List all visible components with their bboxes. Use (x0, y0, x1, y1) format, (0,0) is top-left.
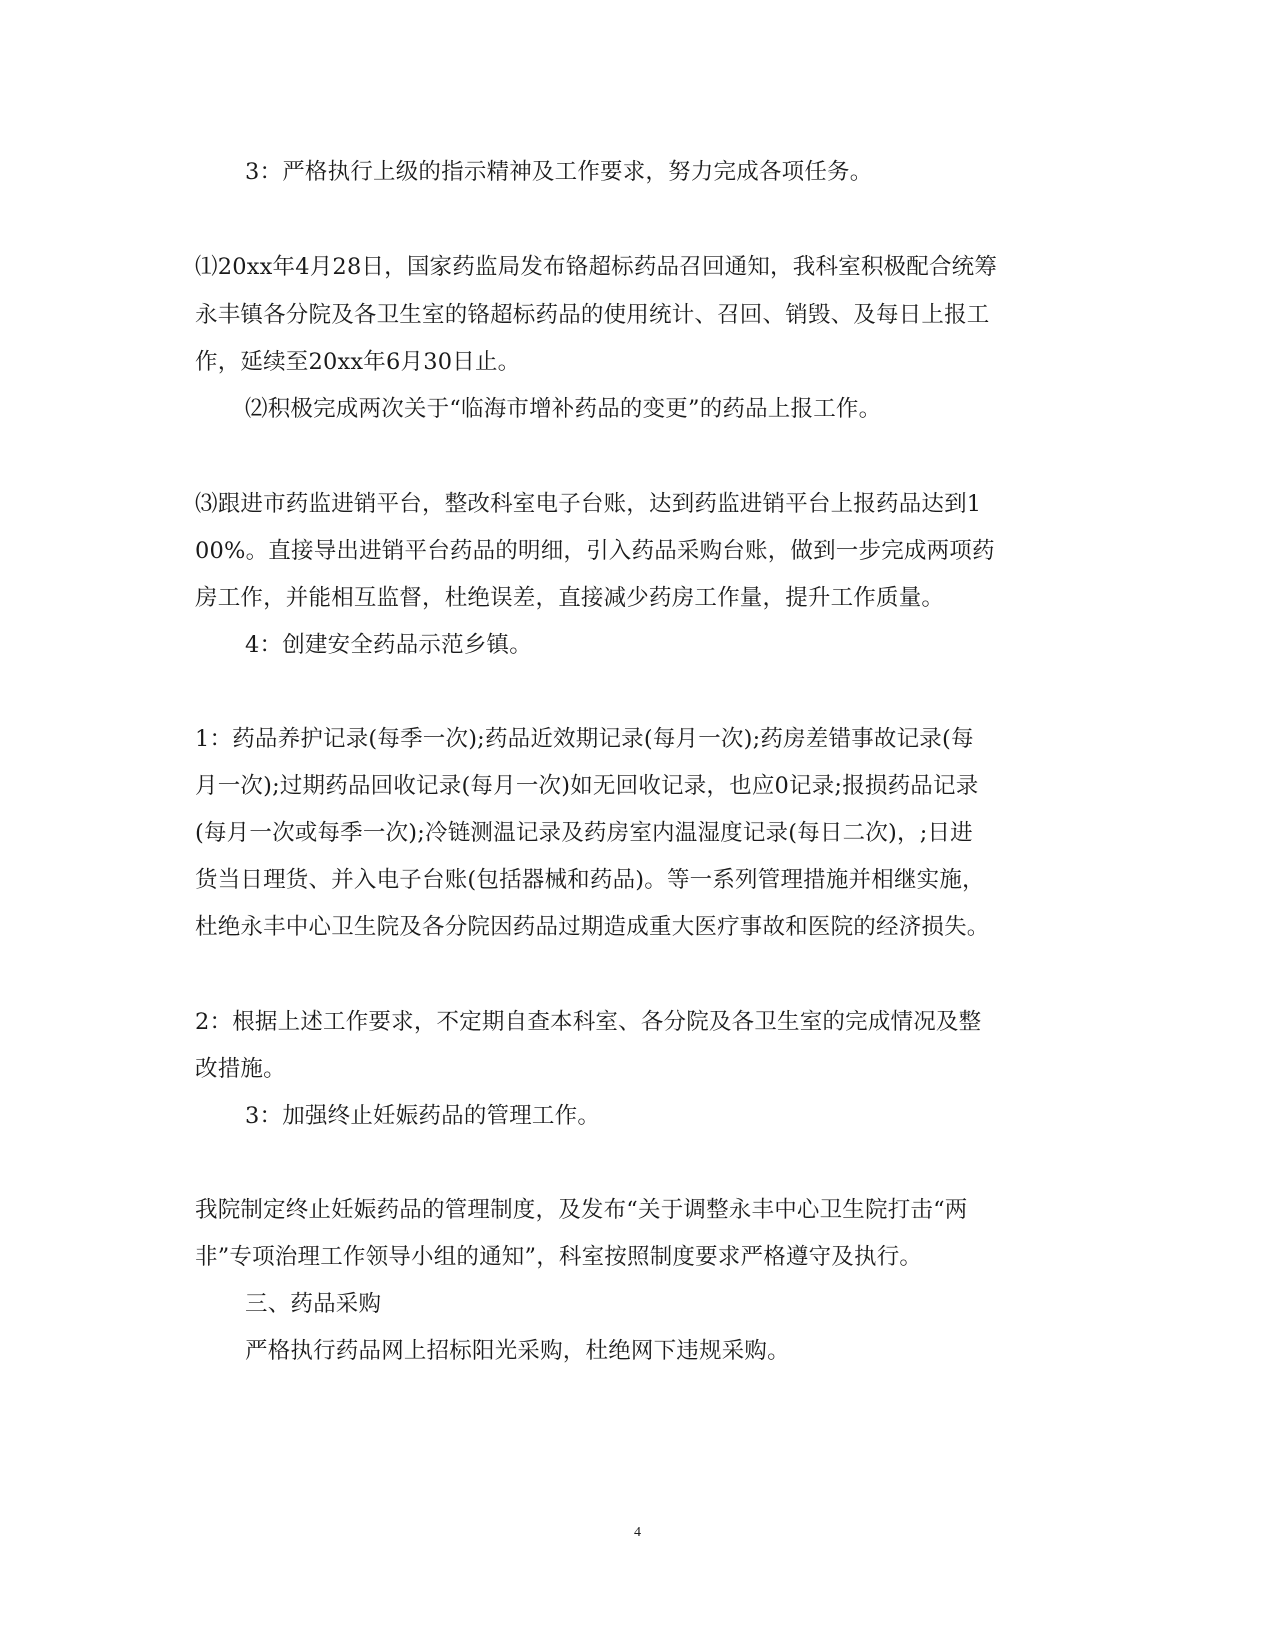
paragraph-line: ⑴20xx年4月28日，国家药监局发布铬超标药品召回通知，我科室积极配合统筹 (195, 254, 998, 280)
paragraph-line: 杜绝永丰中心卫生院及各分院因药品过期造成重大医疗事故和医院的经济损失。 (195, 914, 990, 940)
paragraph-line: 月一次);过期药品回收记录(每月一次)如无回收记录，也应0记录;报损药品记录 (195, 773, 979, 799)
paragraph-line: 房工作，并能相互监督，杜绝误差，直接减少药房工作量，提升工作质量。 (195, 585, 945, 611)
paragraph-line: 改措施。 (195, 1056, 286, 1082)
paragraph-line: 货当日理货、并入电子台账(包括器械和药品)。等一系列管理措施并相继实施， (195, 867, 985, 893)
paragraph-line: 我院制定终止妊娠药品的管理制度，及发布“关于调整永丰中心卫生院打击“两 (195, 1197, 968, 1223)
paragraph-line: 1：药品养护记录(每季一次);药品近效期记录(每月一次);药房差错事故记录(每 (195, 726, 974, 752)
paragraph-line: 4：创建安全药品示范乡镇。 (245, 632, 532, 658)
paragraph-line: 非”专项治理工作领导小组的通知”，科室按照制度要求严格遵守及执行。 (195, 1244, 923, 1270)
page-number: 4 (634, 1525, 641, 1540)
paragraph-line: 2：根据上述工作要求，不定期自查本科室、各分院及各卫生室的完成情况及整 (195, 1009, 982, 1035)
paragraph-line: ⑵积极完成两次关于“临海市增补药品的变更”的药品上报工作。 (245, 396, 882, 422)
paragraph-line: 永丰镇各分院及各卫生室的铬超标药品的使用统计、召回、销毁、及每日上报工 (195, 302, 990, 328)
paragraph-line: 作，延续至20xx年6月30日止。 (195, 349, 521, 375)
paragraph-line: (每月一次或每季一次);冷链测温记录及药房室内温湿度记录(每日二次)，;日进 (195, 820, 973, 846)
paragraph-line: 3：严格执行上级的指示精神及工作要求，努力完成各项任务。 (245, 159, 873, 185)
paragraph-line: 3：加强终止妊娠药品的管理工作。 (245, 1103, 601, 1129)
section-heading: 三、药品采购 (245, 1291, 382, 1317)
paragraph-line: 严格执行药品网上招标阳光采购，杜绝网下违规采购。 (245, 1338, 790, 1364)
paragraph-line: 00%。直接导出进销平台药品的明细，引入药品采购台账，做到一步完成两项药 (195, 538, 995, 564)
paragraph-line: ⑶跟进市药监进销平台，整改科室电子台账，达到药监进销平台上报药品达到1 (195, 491, 982, 517)
